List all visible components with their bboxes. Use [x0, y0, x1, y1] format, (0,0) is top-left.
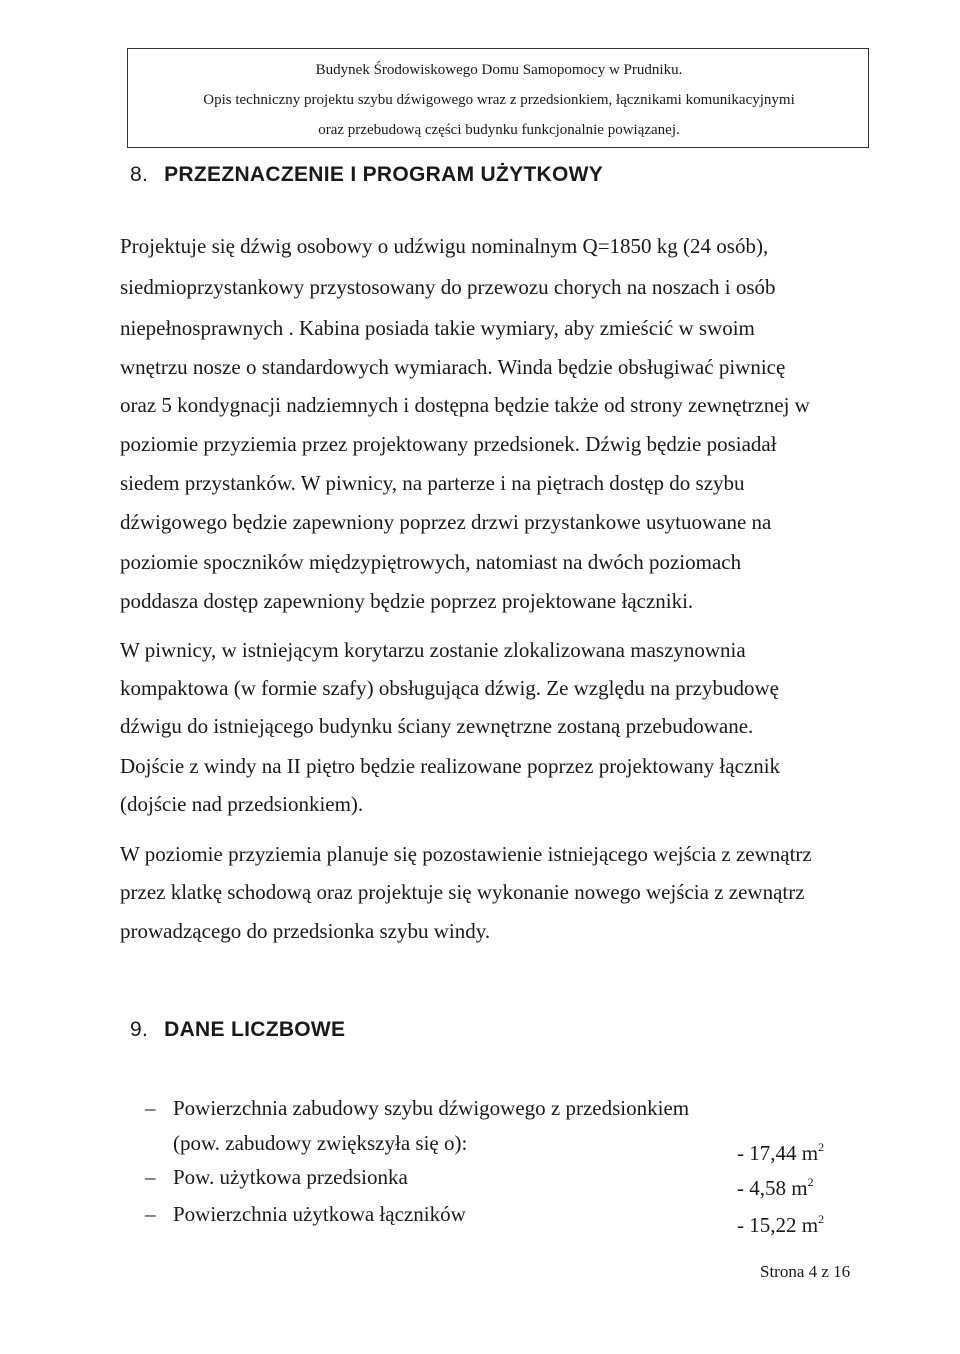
- paragraph-line: W piwnicy, w istniejącym korytarzu zostanie zlokalizowana maszynownia: [120, 638, 746, 662]
- value-text: - 4,58 m: [737, 1176, 808, 1200]
- header-description-cont: oraz przebudową części budynku funkcjonalnie powiązanej.: [318, 122, 680, 138]
- list-item-label: Powierzchnia użytkowa łączników: [173, 1202, 466, 1226]
- value-text: - 17,44 m: [737, 1141, 819, 1165]
- list-item-label: Pow. użytkowa przedsionka: [173, 1165, 408, 1189]
- list-item-value: [737, 1207, 824, 1237]
- section-9-number: 9.: [130, 1018, 149, 1041]
- page-number: Strona 4 z 16: [760, 1262, 851, 1281]
- paragraph-line: poddasza dostęp zapewniony będzie poprzez projektowane łączniki.: [120, 589, 694, 613]
- unit-superscript: 2: [818, 1212, 825, 1226]
- value-text: - 15,22 m: [737, 1213, 819, 1237]
- section-8-title: PRZEZNACZENIE I PROGRAM UŻYTKOWY: [164, 163, 604, 186]
- paragraph-line: poziomie spoczników międzypiętrowych, natomiast na dwóch poziomach: [120, 550, 742, 574]
- header-description: Opis techniczny projektu szybu dźwigowego wraz z przedsionkiem, łącznikami komunikacyjnymi: [203, 92, 795, 108]
- paragraph-line: poziomie przyziemia przez projektowany przedsionek. Dźwig będzie posiadał: [120, 432, 777, 456]
- paragraph-line: kompaktowa (w formie szafy) obsługująca dźwig. Ze względu na przybudowę: [120, 676, 779, 700]
- unit-superscript: 2: [807, 1175, 814, 1189]
- section-8-number: 8.: [130, 163, 149, 186]
- paragraph-line: siedmioprzystankowy przystosowany do przewozu chorych na noszach i osób: [120, 275, 776, 299]
- section-8-heading: [130, 163, 603, 187]
- list-bullet: –: [145, 1096, 156, 1120]
- paragraph-line: dźwigu do istniejącego budynku ściany zewnętrzne zostaną przebudowane.: [120, 714, 754, 738]
- paragraph-line: przez klatkę schodową oraz projektuje się wykonanie nowego wejścia z zewnątrz: [120, 880, 805, 904]
- paragraph-line: siedem przystanków. W piwnicy, na parterze i na piętrach dostęp do szybu: [120, 471, 745, 495]
- paragraph-line: niepełnosprawnych . Kabina posiada takie wymiary, aby zmieścić w swoim: [120, 316, 755, 340]
- section-9-title: DANE LICZBOWE: [164, 1018, 346, 1041]
- document-header: [127, 48, 869, 148]
- section-9-heading: [130, 1018, 345, 1042]
- list-item-label: Powierzchnia zabudowy szybu dźwigowego z przedsionkiem: [173, 1096, 690, 1120]
- paragraph-line: (dojście nad przedsionkiem).: [120, 792, 364, 816]
- paragraph-line: oraz 5 kondygnacji nadziemnych i dostępna będzie także od strony zewnętrznej w: [120, 393, 810, 417]
- list-item-label-cont: (pow. zabudowy zwiększyła się o):: [173, 1131, 468, 1155]
- paragraph-line: Projektuje się dźwig osobowy o udźwigu nominalnym Q=1850 kg (24 osób),: [120, 234, 769, 258]
- paragraph-line: dźwigowego będzie zapewniony poprzez drzwi przystankowe usytuowane na: [120, 510, 772, 534]
- list-item-value: [737, 1170, 814, 1200]
- paragraph-line: W poziomie przyziemia planuje się pozostawienie istniejącego wejścia z zewnątrz: [120, 842, 812, 866]
- list-item-value: [737, 1135, 824, 1165]
- list-bullet: –: [145, 1202, 156, 1226]
- unit-superscript: 2: [818, 1140, 825, 1154]
- paragraph-line: Dojście z windy na II piętro będzie realizowane poprzez projektowany łącznik: [120, 754, 781, 778]
- list-bullet: –: [145, 1165, 156, 1189]
- header-building-name: Budynek Środowiskowego Domu Samopomocy w Prudniku.: [315, 62, 683, 78]
- paragraph-line: prowadzącego do przedsionka szybu windy.: [120, 919, 491, 943]
- paragraph-line: wnętrzu nosze o standardowych wymiarach. Winda będzie obsługiwać piwnicę: [120, 355, 786, 379]
